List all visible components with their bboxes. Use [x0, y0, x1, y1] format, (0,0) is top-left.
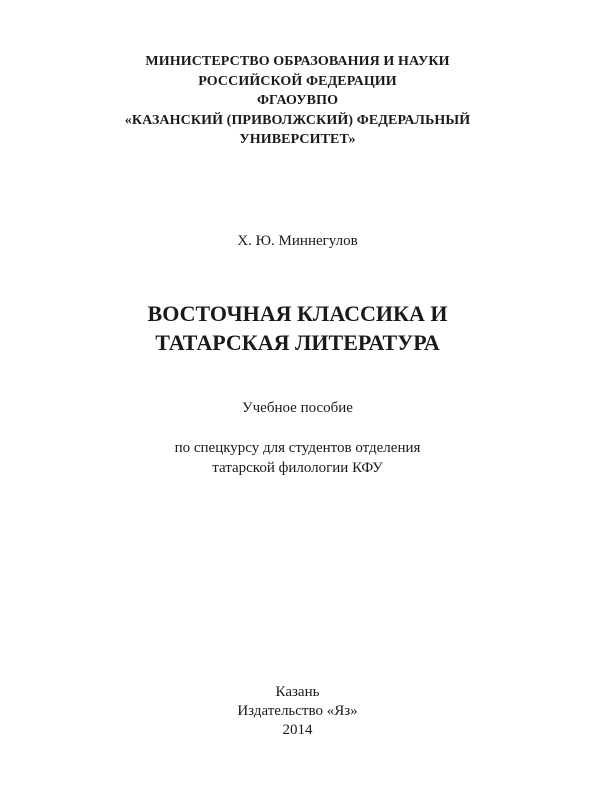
- institution-line: УНИВЕРСИТЕТ»: [239, 132, 356, 147]
- book-title-line: ТАТАРСКАЯ ЛИТЕРАТУРА: [155, 330, 440, 355]
- institution-header: [0, 52, 595, 150]
- institution-line: «КАЗАНСКИЙ (ПРИВОЛЖСКИЙ) ФЕДЕРАЛЬНЫЙ: [124, 112, 471, 128]
- book-subtitle: Учебное пособие: [242, 400, 353, 416]
- book-purpose: [0, 438, 595, 478]
- institution-line: РОССИЙСКОЙ ФЕДЕРАЦИИ: [198, 73, 397, 89]
- imprint-year: 2014: [282, 722, 313, 738]
- imprint-publisher: Издательство «Яз»: [237, 703, 358, 719]
- book-title: [0, 299, 595, 357]
- institution-line: ФГАОУВПО: [256, 93, 339, 108]
- author-name: Х. Ю. Миннегулов: [237, 233, 358, 249]
- institution-line: МИНИСТЕРСТВО ОБРАЗОВАНИЯ И НАУКИ: [145, 54, 450, 69]
- book-title-line: ВОСТОЧНАЯ КЛАССИКА И: [147, 301, 448, 326]
- imprint: [0, 683, 595, 740]
- book-purpose-line: по спецкурсу для студентов отделения: [174, 440, 421, 456]
- imprint-city: Казань: [275, 684, 320, 700]
- book-purpose-line: татарской филологии КФУ: [212, 460, 383, 476]
